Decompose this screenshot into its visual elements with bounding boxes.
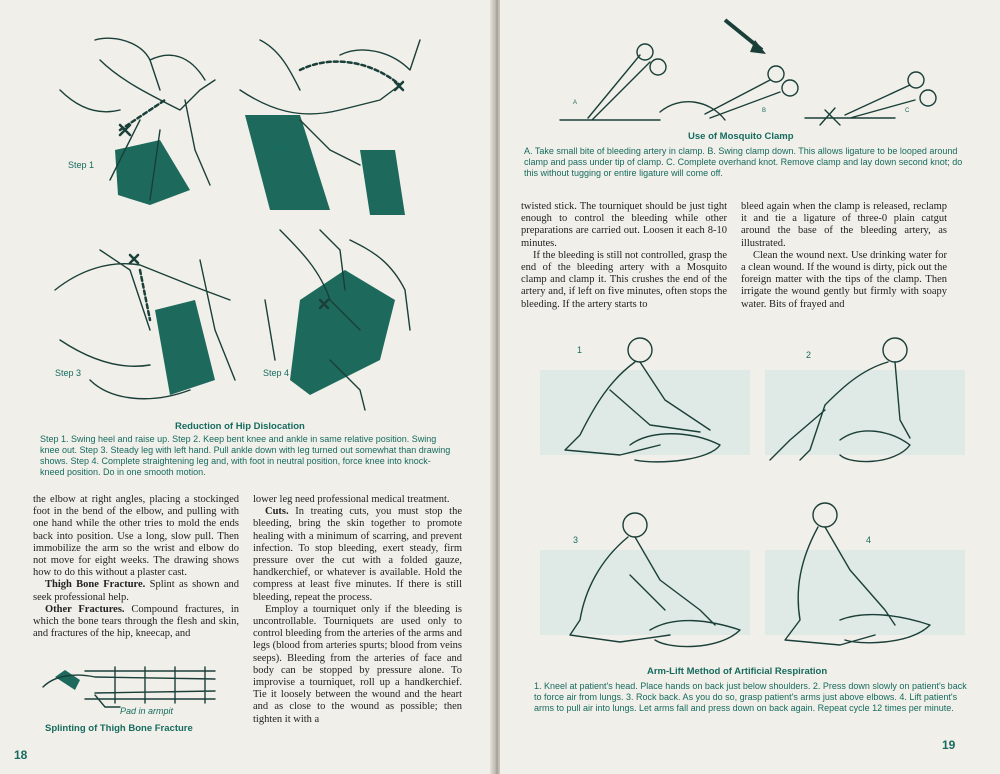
paragraph: Clean the wound next. Use drinking water for a clean wound. If the wound is dirty, pick out the foreign matter with the tips of the clamp. Then irrigate the wound gently but firmly with soapy water. Bits of frayed and [741,249,947,310]
page-number-left: 18 [14,748,28,762]
hip-caption-title: Reduction of Hip Dislocation [175,421,305,432]
right-column-1 [521,201,727,311]
resp-caption-text: 1. Kneel at patient's head. Place hands on back just below shoulders. 2. Press down slowly on patient's back to force air from lungs. 3. Rock back. As you do so, grasp patient's arms just above elbows. 4. Lift patient's arms to pull air into lungs. Let arms fall and press down on back again. Repeat cycle 12 times per minute. [534,681,967,713]
clamp-letter-a: A [573,100,578,106]
step-2-drawing [240,40,420,215]
resp-number-3: 3 [573,535,579,545]
paragraph: twisted stick. The tourniquet should be just tight enough to control the bleeding while other preparations are carried out. Loosen it each 8-10 minutes. [521,201,727,249]
step-1-label: Step 1 [68,160,95,170]
right-page [500,0,1000,774]
resp-number-2: 2 [806,350,812,360]
step-4-label: Step 4 [263,368,290,378]
paragraph: bleed again when the clamp is released, reclamp it and tie a ligature of three-0 plain catgut around the base of the bleeding artery, as illustrated. [741,201,947,249]
paragraph: If the bleeding is still not controlled, grasp the end of the bleeding artery with a Mosquito clamp and clamp it. This crushes the end of the artery and, if left on five minutes, often stops the bleeding. If the artery starts to [521,249,727,310]
clamp-letter-b: B [762,108,767,114]
paragraph: Employ a tourniquet only if the bleeding is uncontrollable. Tourniquets are used only to control bleeding from the arteries of the arms and legs (blood from arteries spurts; blood from veins seeps). Bleeding from the arteries of face and body can be stopped by pressure alone. To improvise a tourniquet, roll up a handkerchief. Tie it loosely between the wound and the heart and as close to the wound as possible; then tighten it with a [253,603,462,725]
left-page [0,0,494,774]
hip-reduction-illustration [0,0,494,420]
cuts-text: In treating cuts, you must stop the bleeding, bring the skin together to promote healing with a minimum of scarring, and prevent infection. To stop bleeding, exert steady, firm pressure over the cut with a folded gauze, handkerchief, or whatever is available. Hold the compress at least five minutes. If there is still bleeding, repeat the process. [253,506,462,603]
resp-caption-title: Arm-Lift Method of Artificial Respiration [647,666,828,677]
thigh-heading: Thigh Bone Fracture. [45,579,146,591]
mosquito-clamp-illustration [500,0,1000,130]
clamp-caption-text: A. Take small bite of bleeding artery in clamp. B. Swing clamp down. This allows ligature to be looped around clamp and pass under tip of clamp. C. Complete overhand knot. Remove clamp and lay down second knot; do this without tugging or entire ligature will come off. [524,146,963,178]
splint-caption: Splinting of Thigh Bone Fracture [45,723,193,734]
paragraph: the elbow at right angles, placing a stockinged foot in the bend of the elbow, and pulling with one hand while the other tries to mold the ends back into position. Use a long, slow pull. Then immobilize the arm so the wrist and elbow do not move for eight weeks. The drawing shows how to do this without a plaster cast. [33,494,239,579]
other-heading: Other Fractures. [45,603,125,615]
artificial-respiration-illustration [500,320,1000,660]
clamp-caption-title: Use of Mosquito Clamp [688,131,794,142]
cuts-paragraph [253,506,462,604]
left-column-1 [33,494,239,640]
clamp-letter-c: C [905,108,910,114]
step-2-label: Step 2 [268,143,295,153]
left-column-2 [253,494,462,726]
resp-number-1: 1 [577,345,583,355]
pad-label: Pad in armpit [120,706,174,716]
cuts-heading: Cuts. [265,506,289,518]
step-1-drawing [60,38,215,205]
other-paragraph [33,604,239,641]
paragraph: lower leg need professional medical treatment. [253,494,450,505]
hip-caption-text: Step 1. Swing heel and raise up. Step 2. Keep bent knee and ankle in same relative position. Swing knee out. Step 3. Steady leg with left hand. Pull ankle down with leg turned out somewhat than drawing shows. Step 4. Complete straightening leg and, with foot in neutral position, force knee into knock-kneed position. Do in one smooth motion. [40,434,451,477]
other-text: Compound fractures, in which the bone tears through the flesh and skin, and fractures of the hip, kneecap, and [33,603,239,640]
step-4-drawing [265,230,410,410]
resp-number-4: 4 [866,535,872,545]
thigh-paragraph [33,579,239,603]
right-column-2 [741,201,947,311]
step-3-drawing [55,250,235,399]
page-number-right: 19 [942,738,956,752]
step-3-label: Step 3 [55,368,82,378]
thigh-text: Splint as shown and seek professional help. [33,579,239,603]
